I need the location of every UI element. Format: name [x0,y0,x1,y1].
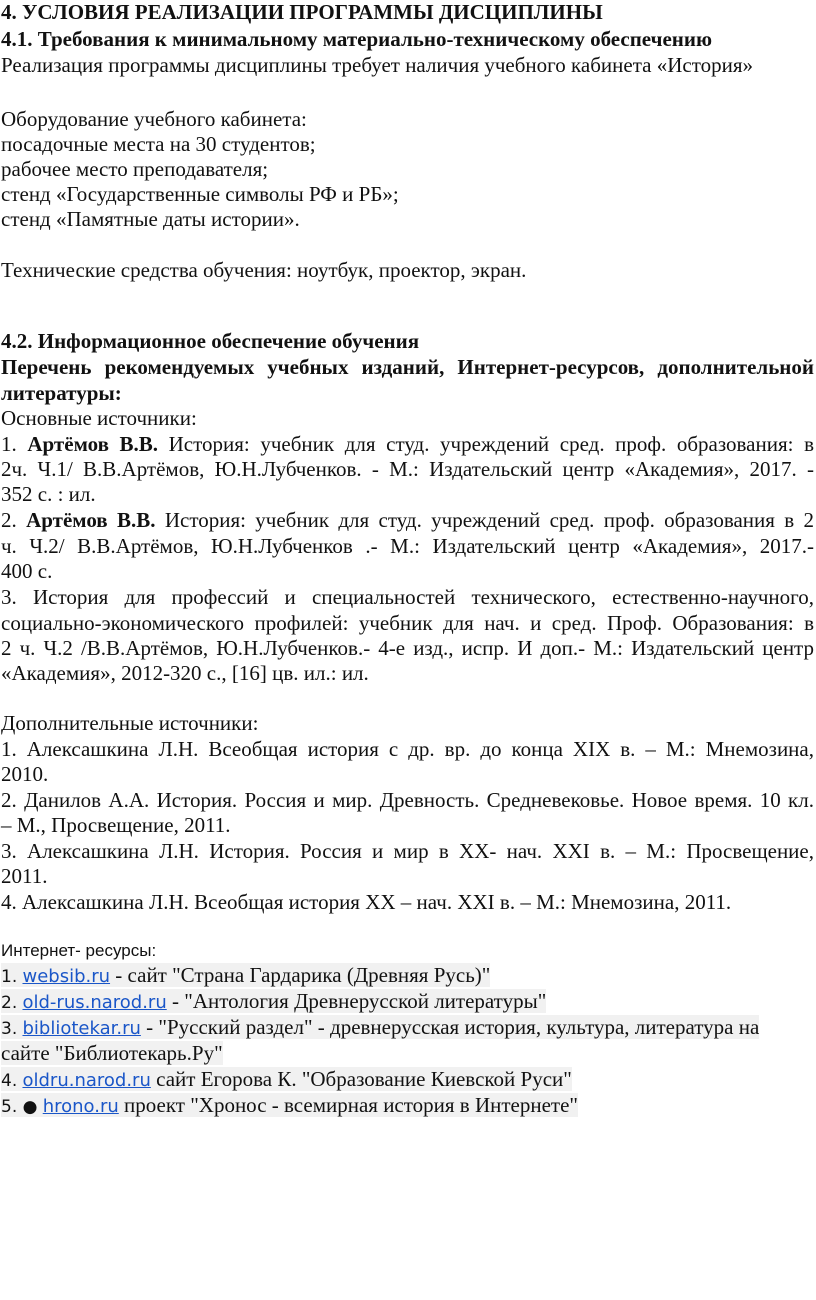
internet-resource-3: 3. bibliotekar.ru - "Русский раздел" - древнерусская история, культура, литература на [1,1015,760,1039]
subsection-title-4-2: 4.2. Информационное обеспечение обучения [1,329,420,353]
intro-text: Реализация программы дисциплины требует наличия учебного кабинета «История» [1,53,753,77]
internet-resource-2: 2. old-rus.narod.ru - "Антология Древнерусской литературы" [1,989,547,1013]
subsection-title-4-1: 4.1. Требования к минимальному материально-техническому обеспечению [1,27,713,51]
internet-resource-3-cont: сайте "Библиотекарь.Ру" [1,1041,223,1065]
internet-resource-4: 4. oldru.narod.ru сайт Егорова К. "Образование Киевской Руси" [1,1067,572,1091]
section-heading: 4. УСЛОВИЯ РЕАЛИЗАЦИИ ПРОГРАММЫ ДИСЦИПЛИНЫ [1,0,603,24]
technical-means: Технические средства обучения: ноутбук, проектор, экран. [1,258,527,282]
resource-link[interactable]: websib.ru [22,966,111,987]
author-name: Артёмов В.В. [27,432,159,456]
extra-sources-title: Дополнительные источники: [1,711,259,735]
equipment-item: посадочные места на 30 студентов; [1,132,316,156]
extra-source-2-cont: – М., Просвещение, 2011. [1,813,231,837]
main-source-3-cont: 2 ч. Ч.2 /В.В.Артёмов, Ю.Н.Лубченков.- 4-е изд., испр. И доп.- М.: Издательский центр [1,636,814,660]
main-source-2-cont: ч. Ч.2/ В.В.Артёмов, Ю.Н.Лубченков .- М.: Издательский центр «Академия», 2017.- [1,534,814,558]
main-source-3-cont: «Академия», 2012-320 с., [16] цв. ил.: ил. [1,661,369,685]
equipment-item: стенд «Государственные символы РФ и РБ»; [1,182,399,206]
resource-link[interactable]: old-rus.narod.ru [22,992,167,1013]
list-title: Перечень рекомендуемых учебных изданий, Интернет-ресурсов, дополнительной [1,355,814,379]
author-name: Артёмов В.В. [26,508,156,532]
equipment-item: стенд «Памятные даты истории». [1,207,300,231]
extra-source-4: 4. Алексашкина Л.Н. Всеобщая история XX – нач. XXI в. – М.: Мнемозина, 2011. [1,890,732,914]
internet-resource-1: 1. websib.ru - сайт "Страна Гардарика (Древняя Русь)" [1,963,491,987]
extra-source-3-cont: 2011. [1,864,48,888]
internet-resource-5: 5. ● hrono.ru проект "Хронос - всемирная история в Интернете" [1,1093,579,1117]
main-source-3: 3. История для профессий и специальностей технического, естественно-научного, [1,585,814,609]
internet-resources-title: Интернет- ресурсы: [1,941,157,960]
extra-source-1-cont: 2010. [1,762,49,786]
extra-source-2: 2. Данилов А.А. История. Россия и мир. Древность. Средневековье. Новое время. 10 кл. [1,788,814,812]
main-source-3-cont: социально-экономического профилей: учебник для нач. и сред. Проф. Образования: в [1,611,814,635]
list-title-cont: литературы: [1,381,122,405]
extra-source-3: 3. Алексашкина Л.Н. История. Россия и мир в XX- нач. XXI в. – М.: Просвещение, [1,839,814,863]
main-source-1-cont: 352 с. : ил. [1,482,96,506]
resource-link[interactable]: hrono.ru [42,1096,119,1117]
resource-link[interactable]: oldru.narod.ru [22,1070,151,1091]
main-source-1-cont: 2ч. Ч.1/ В.В.Артёмов, Ю.Н.Лубченков. - М.: Издательский центр «Академия», 2017. - [1,457,814,481]
main-source-2-cont: 400 с. [1,559,53,583]
extra-source-1: 1. Алексашкина Л.Н. Всеобщая история с др. вр. до конца XIX в. – М.: Мнемозина, [1,737,814,761]
main-source-1: 1. Артёмов В.В. История: учебник для студ. учреждений сред. проф. образования: в [1,432,814,456]
main-sources-title: Основные источники: [1,406,197,430]
resource-link[interactable]: bibliotekar.ru [22,1018,141,1039]
main-source-2: 2. Артёмов В.В. История: учебник для студ. учреждений сред. проф. образования в 2 [1,508,815,532]
equipment-title: Оборудование учебного кабинета: [1,107,307,131]
equipment-item: рабочее место преподавателя; [1,157,269,181]
